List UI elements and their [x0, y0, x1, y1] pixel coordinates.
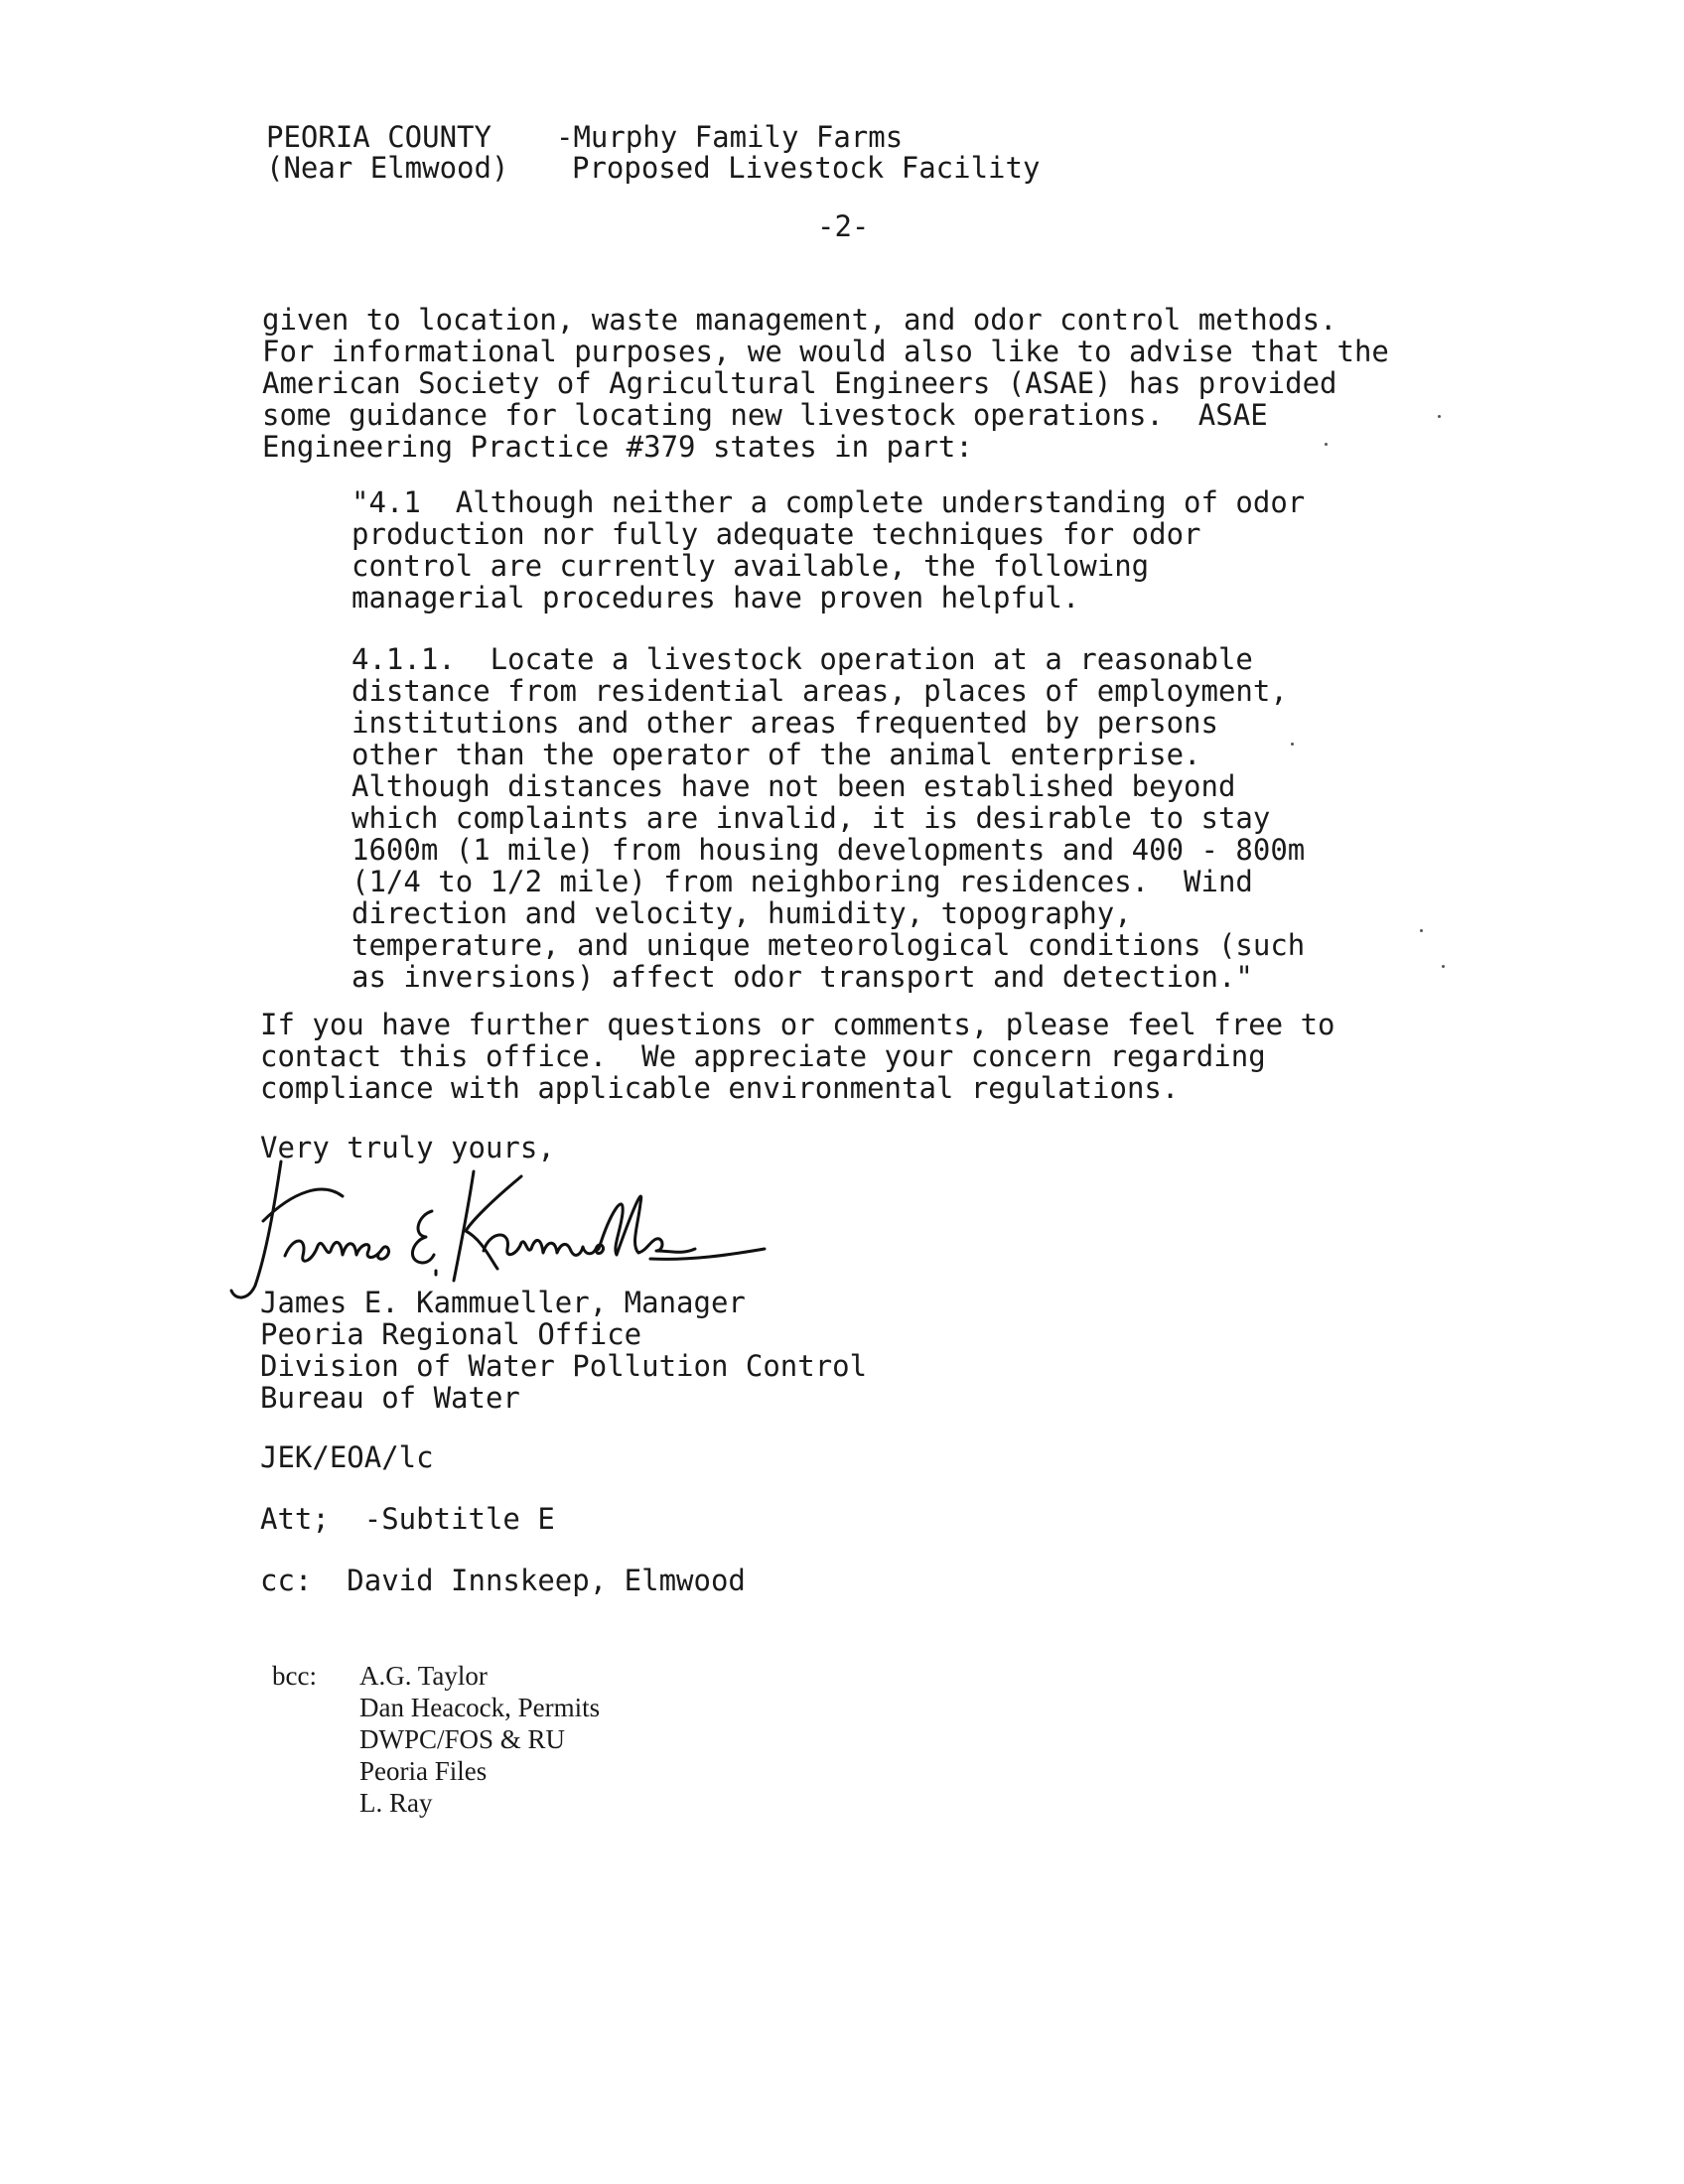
scan-speck	[1291, 743, 1294, 746]
signatory-division: Division of Water Pollution Control	[260, 1349, 868, 1383]
scan-speck	[1420, 929, 1423, 932]
subject-line-1: -Murphy Family Farms	[556, 120, 904, 154]
cc-line: cc: David Innskeep, Elmwood	[260, 1564, 746, 1597]
signatory-office: Peoria Regional Office	[260, 1317, 642, 1351]
scan-speck	[1442, 965, 1445, 968]
reference-initials: JEK/EOA/lc	[260, 1440, 434, 1474]
scan-speck	[1325, 443, 1328, 446]
bcc-list: A.G. Taylor Dan Heacock, Permits DWPC/FOS & RU Peoria Files L. Ray	[359, 1661, 601, 1818]
scan-speck	[1438, 415, 1441, 418]
signatory-name: James E. Kammueller, Manager	[260, 1286, 746, 1319]
quoted-section-4-1-1: 4.1.1. Locate a livestock operation at a reasonable distance from residential areas, places of employment, institutions and other areas frequented by persons other than the operator of the animal enterprise. Although distances have not been established beyond which complaints are invalid, it is desirable to stay 1600m (1 mile) from housing developments and 400 - 800m (1/4 to 1/2 mile) from neighboring residences. Wind direction and velocity, humidity, topography, temperature, and unique meteorological conditions (such as inversions) affect odor transport and detection."	[351, 642, 1306, 994]
attachment-line: Att; -Subtitle E	[260, 1502, 555, 1536]
location-label: (Near Elmwood)	[266, 151, 509, 185]
quoted-section-4-1: "4.1 Although neither a complete understanding of odor production nor fully adequate techniques for odor control are currently available, the following managerial procedures have proven helpful.	[351, 485, 1306, 614]
body-paragraph-2: If you have further questions or comments, please feel free to contact this office. We appreciate your concern regarding compliance with applicable environmental regulations.	[260, 1008, 1335, 1105]
page-number: -2-	[817, 209, 870, 243]
signatory-bureau: Bureau of Water	[260, 1381, 520, 1415]
subject-line-2: Proposed Livestock Facility	[572, 151, 1041, 185]
salutation: Very truly yours,	[260, 1131, 555, 1164]
county-label: PEORIA COUNTY	[266, 120, 491, 154]
bcc-label: bcc:	[272, 1661, 317, 1691]
body-paragraph-1: given to location, waste management, and odor control methods. For informational purposes, we would also like to advise that the American Society of Agricultural Engineers (ASAE) has provided some guidance for locating new livestock operations. ASAE Engineering Practice #379 states in part:	[262, 303, 1389, 464]
